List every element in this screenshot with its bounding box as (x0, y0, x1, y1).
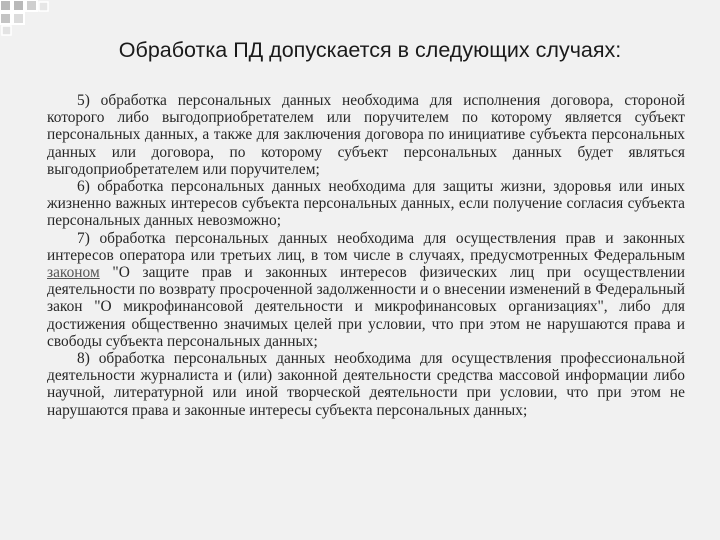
slide-title: Обработка ПД допускается в следующих случаях: (118, 38, 622, 62)
paragraph-item-6: 6) обработка персональных данных необходима для защиты жизни, здоровья или иных жизненно важных интересов субъекта персональных данных, если получение согласия субъекта персональных данных невозможно; (47, 178, 685, 230)
federal-law-link[interactable]: законом (47, 264, 100, 282)
slide-body (47, 92, 685, 419)
paragraph-item-7-text-start: 7) обработка персональных данных необходима для осуществления прав и законных интересов оператора или третьих лиц, в том числе в случаях, предусмотренных Федеральным (47, 229, 685, 264)
paragraph-item-5: 5) обработка персональных данных необходима для исполнения договора, стороной которого либо выгодоприобретателем или поручителем по которому является субъект персональных данных, а также для заключения договора по инициативе субъекта персональных данных или договора, по которому субъект персональных данных будет являться выгодоприобретателем или поручителем; (47, 92, 685, 178)
paragraph-item-7 (47, 230, 685, 350)
paragraph-item-8: 8) обработка персональных данных необходима для осуществления профессиональной деятельности журналиста и (или) законной деятельности средства массовой информации либо научной, литературной или иной творческой деятельности при условии, что при этом не нарушаются права и законные интересы субъекта персональных данных; (47, 350, 685, 419)
corner-squares-decoration (0, 0, 90, 40)
paragraph-item-7-text-end: "О защите прав и законных интересов физических лиц при осуществлении деятельности по возврату просроченной задолженности и о внесении изменений в Федеральный закон "О микрофинансовой деятельности и микрофинансовых организациях", либо для достижения общественно значимых целей при условии, что при этом не нарушаются права и свободы субъекта персональных данных; (47, 264, 685, 350)
